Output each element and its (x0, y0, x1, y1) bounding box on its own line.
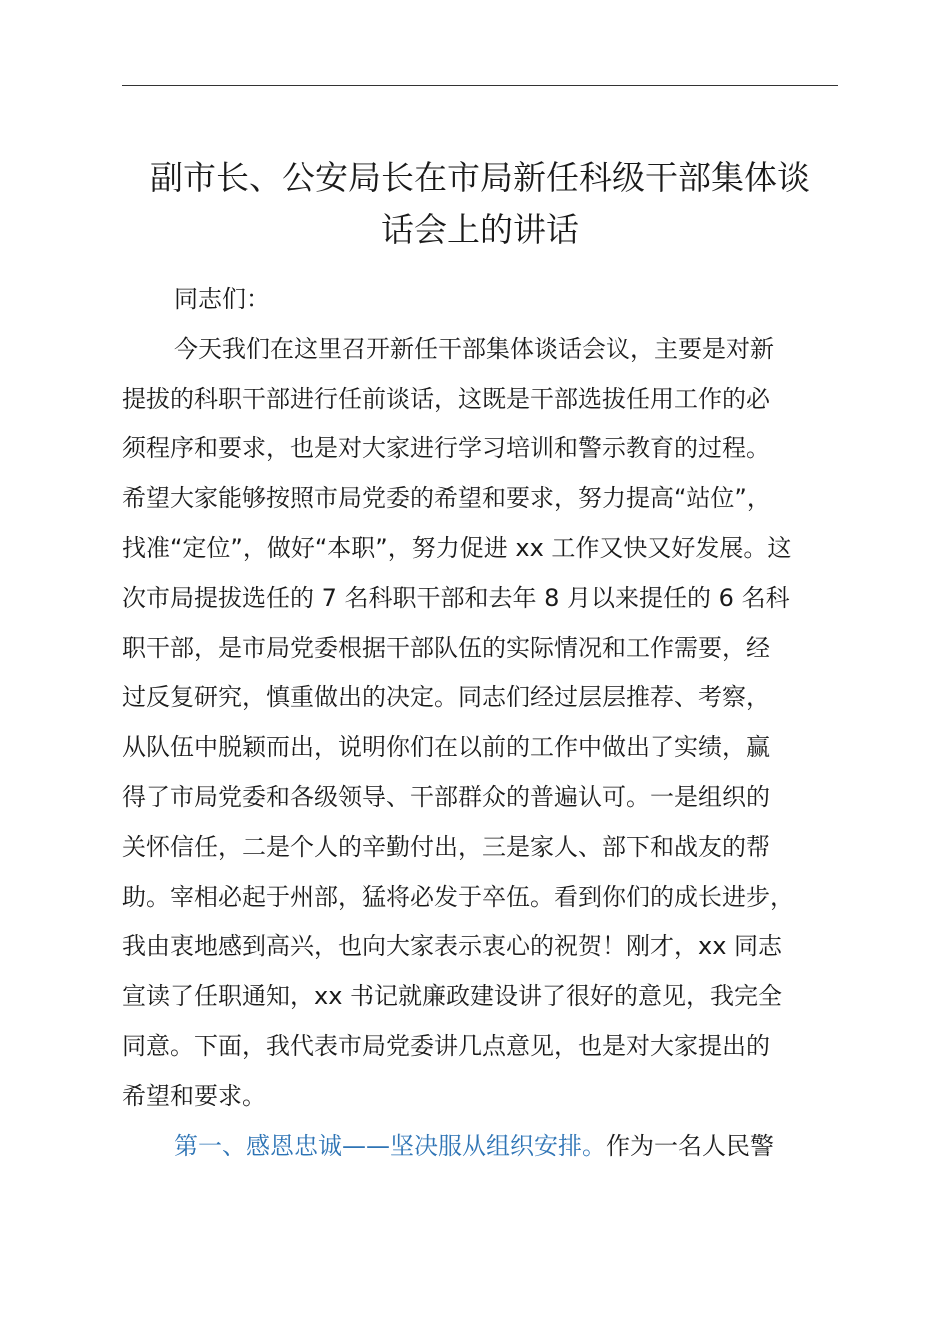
paragraph-line: 助。宰相必起于州部，猛将必发于卒伍。看到你们的成长进步， (122, 882, 794, 911)
paragraph-line: 提拔的科职干部进行任前谈话，这既是干部选拔任用工作的必 (122, 384, 770, 413)
paragraph-line: 职干部，是市局党委根据干部队伍的实际情况和工作需要，经 (122, 633, 770, 662)
paragraph-line: 我由衷地感到高兴，也向大家表示衷心的祝贺！刚才，xx 同志 (122, 932, 783, 961)
title-line-1: 副市长、公安局长在市局新任科级干部集体谈 (150, 158, 810, 197)
paragraph-1 (122, 325, 838, 1122)
paragraph-line: 须程序和要求，也是对大家进行学习培训和警示教育的过程。 (122, 434, 770, 463)
paragraph-line: 希望大家能够按照市局党委的希望和要求，努力提高“站位”， (122, 484, 771, 513)
section-1-line (122, 1122, 838, 1172)
paragraph-line: 找准“定位”，做好“本职”，努力促进 xx 工作又快又好发展。这 (122, 533, 792, 562)
paragraph-line: 得了市局党委和各级领导、干部群众的普遍认可。一是组织的 (122, 782, 770, 811)
paragraph-line: 今天我们在这里召开新任干部集体谈话会议，主要是对新 (174, 334, 774, 363)
paragraph-line: 宣读了任职通知，xx 书记就廉政建设讲了很好的意见，我完全 (122, 982, 783, 1011)
paragraph-line: 从队伍中脱颖而出，说明你们在以前的工作中做出了实绩，赢 (122, 733, 770, 762)
paragraph-line: 关怀信任，二是个人的辛勤付出，三是家人、部下和战友的帮 (122, 832, 770, 861)
section-1-text: 作为一名人民警 (606, 1131, 774, 1160)
paragraph-line: 次市局提拔选任的 7 名科职干部和去年 8 月以来提任的 6 名科 (122, 583, 790, 612)
paragraph-line: 同意。下面，我代表市局党委讲几点意见，也是对大家提出的 (122, 1031, 770, 1060)
title-line-2: 话会上的讲话 (381, 210, 579, 249)
header-rule (122, 85, 838, 86)
salutation: 同志们： (174, 285, 270, 313)
paragraph-line: 过反复研究，慎重做出的决定。同志们经过层层推荐、考察， (122, 683, 770, 712)
paragraph-line: 希望和要求。 (122, 1081, 266, 1110)
section-1-heading: 第一、感恩忠诚——坚决服从组织安排。 (174, 1131, 606, 1160)
document-body (122, 275, 838, 1171)
document-title (110, 152, 850, 256)
